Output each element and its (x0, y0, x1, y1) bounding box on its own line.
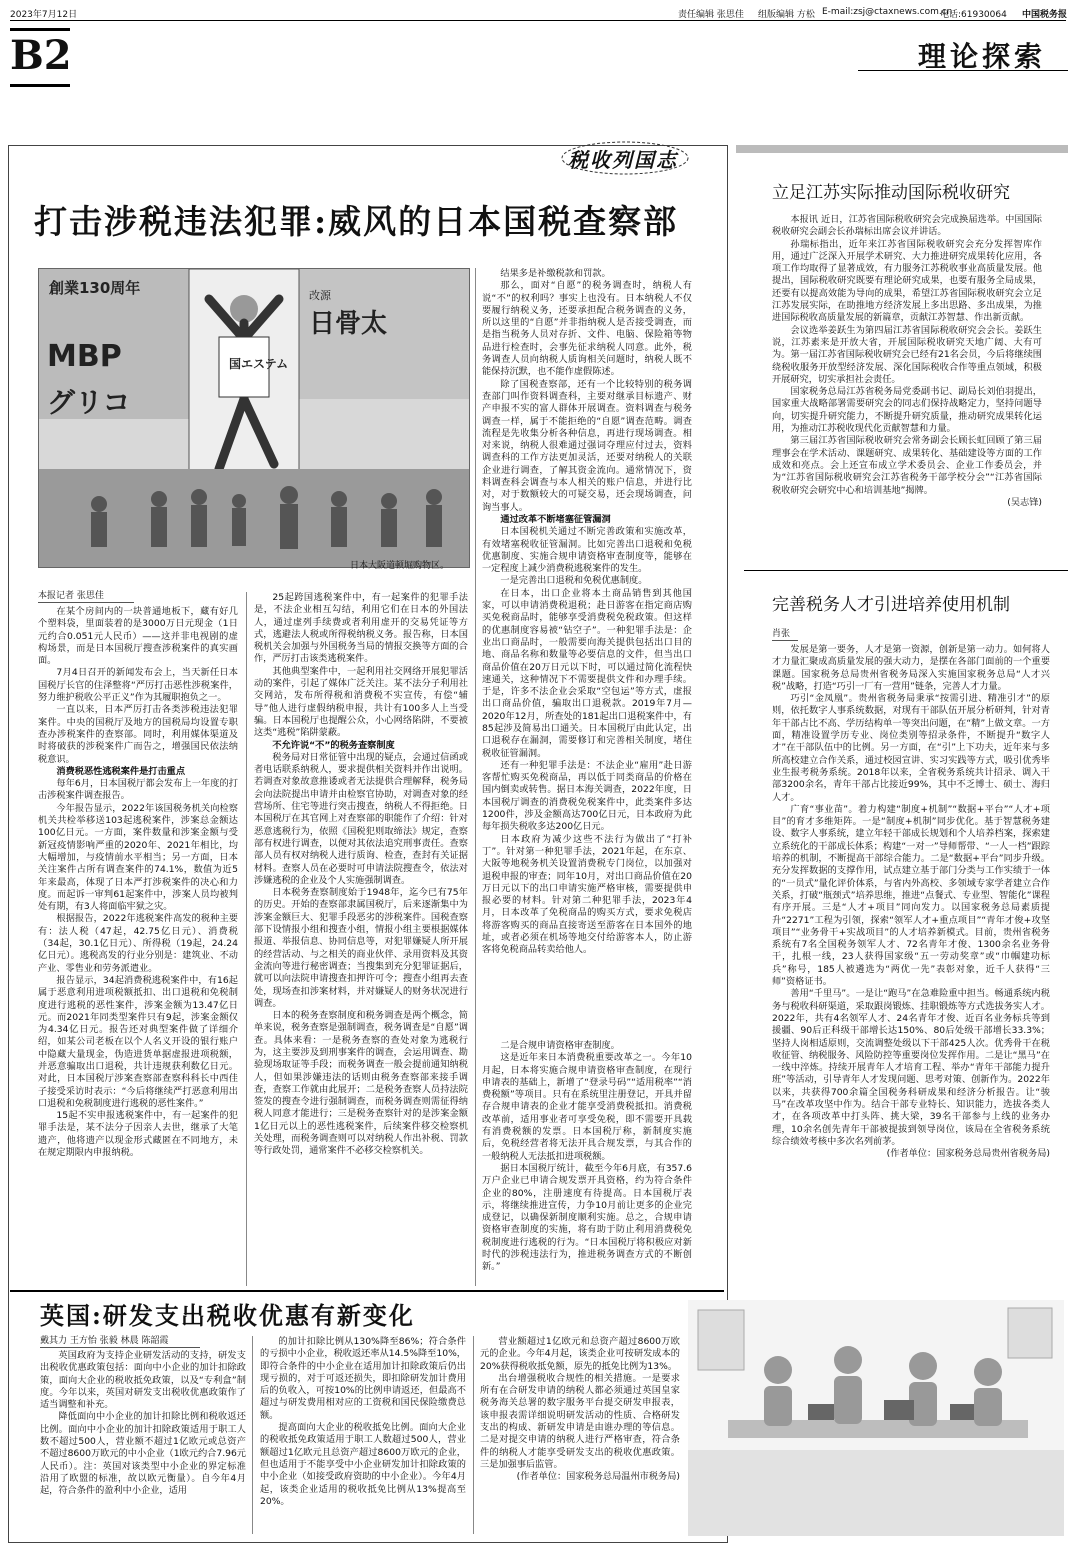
japan-column-4 (482, 1040, 692, 1288)
sign-anniversary: 創業130周年 (49, 279, 141, 297)
paragraph: 出台增强税收合规性的相关措施。一是要求所有在合研发申请的纳税人都必须通过英国皇家税务海关总署的数字服务平台提交研发申报表，该申报表需详细说明研发活动的性质、合格研发支出的构成、新研发申请是由谁办理的等信息。二是对提交申请的纳税人进行严格审查，符合条件的纳税人才能享受研发支出的税收优惠政策。三是加强事后监管。 (480, 1372, 680, 1470)
column-rule (246, 592, 247, 1286)
paragraph: 在某个房间内的一块普通地板下，藏有好几个塑料袋，里面装着的是3000万日元现金（1日元约合0.051元人民币）——这并非电视剧的虚构场景，而是日本国税厅搜查涉税案件的真实画面。 (38, 606, 238, 667)
paragraph: 其他典型案件中，一起利用社交网络开展犯罪活动的案件，引起了媒体广泛关注。某不法分子利用社交网站，发布所得税和消费税不实宣传，有偿“辅导”他人进行虚假纳税申报，共计有100多人上当受骗。日本国税厅也提醒公众，小心网络陷阱，不要被这类“逃税”陷阱蒙蔽。 (254, 665, 468, 739)
paragraph: 广育“事业苗”。着力构建“制度+机制”“数据+平台”“人才+项目”的育才多维矩阵。一是“制度+机制”同步优化。基于智慧税务建设、数字人事系统，建立年轻干部成长规划和个人培养档案，探索建立系统化的干部成长体系；构建“一对一”导师帮带、“一人一档”跟踪培养的机制，不断提高干部综合能力。二是“数据+平台”同步升级。充分发挥数据的支撑作用，试点建立基于部门分类与工作实绩于一体的“一员式”量化评价体系，与省内外高校、多领域专家学者建立合作关系，打破“瓶颈式”培养思维，推进“点餐式、专业型、智能化”课程有序开展。三是“人才+项目”同向发力。以国家税务总局素质提升“2271”工程为引领，探索“领军人才+重点项目”“青年才俊+攻坚项目”“业务骨干+实战项目”的人才培养新模式。目前，贵州省税务系统有7名全国税务领军人才、72名青年才俊、1300余名业务骨干，扎根一线，23人获得国家级“五一劳动奖章”或“巾帼建功标兵”称号，185人被遴选为“两优一先”表彰对象，近千人获得“三师”资格证书。 (772, 803, 1050, 988)
subheading: 通过改革不断堵塞征管漏洞 (500, 513, 611, 525)
uk-column-1 (40, 1350, 246, 1536)
page-header (10, 6, 1066, 21)
layout-editor: 组版编辑 方松 (758, 10, 815, 20)
japan-article-title: 打击涉税违法犯罪:威风的日本国税查察部 (34, 202, 679, 241)
paragraph: 本报讯 近日，江苏省国际税收研究会完成换届选举。中国国际税收研究会副会长孙瑞标出席会议并讲话。 (772, 214, 1042, 238)
paragraph: 国家税务总局江苏省税务局党委副书记、副局长刘伯羽提出，国家重大战略部署需要研究会的同志们保持战略定力，坚持问题导向，切实提升研究能力，不断提升研究质量，推动研究成果转化运用，为推动江苏税收现代化贡献智慧和力量。 (772, 386, 1042, 435)
photo-caption: 日本大阪道顿堀购物区。 (350, 561, 450, 571)
paragraph: 这是近年来日本消费税重要改革之一。今年10月起，日本将实施合规申请资格审查制度，在现行申请表的基础上，新增了“登录号码”“适用税率”“消费税额”等项目。只有在系统里注册登记，开具并留存合规申请表的企业才能享受消费税抵扣。消费税改革前，适用事业者可享受免税，即不需要开具载有消费税额的发票。日本国税厅称，新制度实施后，免税经营者将无法开具合规发票，与其合作的一般纳税人无法抵扣进项税额。 (482, 1052, 692, 1162)
paragraph: 一是完善出口退税和免税优惠制度。 (500, 575, 648, 587)
uk-column-2 (260, 1336, 466, 1536)
paragraph: 今年报告显示，2022年该国税务机关向检察机关共检举移送103起逃税案件，涉案总金额达100亿日元。一方面，案件数量和涉案金额与受新冠疫情影响严重的2020年、2021年相比，均大幅增加，与疫情前水平相当；另一方面，日本关注案件占所有调查案件的74.1%，数值为近5年来最高，体现了日本严打涉税案件的决心和力度。而起诉一审判61起案件中，涉案人员均被判处有期，有3人将面临牢狱之灾。 (38, 802, 238, 913)
editor: 责任编辑 张思佳 (678, 10, 744, 20)
phone: 电话:61930064 (940, 10, 1007, 20)
paragraph: 的加计扣除比例从130%降至86%；符合条件的亏损中小企业，税收返还率从14.5%降至10%，即符合条件的中小企业在适用加计扣除政策后仍出现亏损的，对于可返还损失，即扣除研发加计费用后的负收入，可按10%的比例申请返还，但最高不超过与研发费用相对应的工资税和国民保险缴费总额。 (260, 1336, 466, 1421)
uk-byline: 戴其力 王方怡 张毅 林晨 陈韶霞 (40, 1333, 200, 1348)
osaka-photo (38, 268, 470, 568)
paragraph: 第三届江苏省国际税收研究会常务副会长顾长虹回顾了第三届理事会在学术活动、课题研究、成果转化、基础建设等方面的工作成效和亮点。会上还宣布成立学术委员会、企业工作委员会，并为“江苏省国际税收研究会江苏省税务干部学校分会”“江苏省国际税收研究会研究中心和培训基地”揭牌。 (772, 435, 1042, 496)
paragraph: 发展是第一要务，人才是第一资源，创新是第一动力。如何将人才力量汇聚成高质量发展的强大动力，是摆在各部门面前的一个重要课题。国家税务总局贵州省税务局深入实施国家税务总局“人才兴税”战略，打造“巧引一厂有一营用”链条，完善人才力量。 (772, 644, 1050, 692)
paragraph: 15起不实申报逃税案件中，有一起案件的犯罪手法是，某不法分子因亲人去世，继承了大笔遗产，他将遗产以现金形式藏匿在不同地方，未在规定期限内申报纳税。 (38, 1110, 238, 1159)
paragraph: 日本政府为减少这些不法行为做出了“打补丁”。针对第一种犯罪手法，2021年起，在东京、大阪等地税务机关设置消费税专门岗位，以加强对退税申报的审查；同年10月，对出口商品价值在20万日元以下的出口申请实施严格审核，需要提供申报必要的材料。针对第二种犯罪手法，2023年4月，日本改革了免税商品的购买方式，要求免税店将游客购买的商品直接寄送至游客在日本国外的地址，或者必须在机场等地交付给游客本人，防止游客将免税商品转卖给他人。 (482, 833, 692, 956)
sign-kaze: 改源 (309, 289, 331, 302)
column-rule (252, 1336, 253, 1534)
japan-column-2 (254, 592, 468, 1288)
sign-mbp: グリコ (47, 386, 131, 419)
paragraph: 会议选举姜跃生为第四届江苏省国际税收研究会会长。姜跃生说，江苏素来是开放大省，开展国际税收研究天地广阔、大有可为。第一届江苏省国际税收研究会已经有21名会员，今后将继续围绕税收服务开放型经济发展、深化国际税收合作等重点领域，积极开展研究，切实承担社会责任。 (772, 324, 1042, 385)
page-number-rule-bottom (10, 84, 70, 87)
paragraph: (作者单位：国家税务总局温州市税务局) (516, 1471, 680, 1483)
section-name: 理论探索 (917, 40, 1046, 73)
sign-glico: 国エステム (229, 357, 289, 371)
talent-byline: 肖张 (772, 626, 798, 641)
paragraph: 孙瑞标指出，近年来江苏省国际税收研究会充分发挥智库作用，通过广泛深入开展学术研究、大力推进研究成果转化应用，各项工作均取得了显著成效，有力服务江苏税收事业高质量发展。他提出，国际税收研究既要有理论研究成果，也要有服务全局成果，还要有以提高效能为导向的成果，希望江苏省国际税收研究会立足江苏发展实际，在助推地方经济发展上多出思路、多出成果，为推进国际税收高质量发展的新篇章，贡献江苏智慧、作出新贡献。 (772, 238, 1042, 324)
paragraph: 还有一种犯罪手法是：不法企业“雇用”赴日游客帮忙购买免税商品，再以低于同类商品的价格在国内倒卖或转售。据日本海关调查，2022年度，日本国税厅调查的消费税免税案件中，此类案件多达1200件，涉及金额高达700亿日元，日本政府为此每年损失税收多达200亿日元。 (482, 759, 692, 833)
subheading: 消费税恶性逃税案件是打击重点 (56, 765, 186, 777)
paragraph: 25起跨国逃税案件中，有一起案件的犯罪手法是，不法企业相互勾结，利用它们在日本的外国法人，通过虚列手续费或者利用虚开的交易凭证等方式，逃避法人税或所得税纳税义务。报告称，日本国税机关会加强与外国税务当局的情报交换等方面的合作，严厉打击该类逃税案件。 (254, 592, 468, 665)
right-divider (744, 570, 1068, 571)
jiangsu-body (772, 214, 1042, 544)
sign-hikotsuta: MBP (47, 339, 122, 374)
paragraph: 提高面向大企业的税收抵免比例。面向大企业的税收抵免政策适用于职工人数超过500人，营业额超过1亿欧元且总资产超过8600万欧元的企业，但也适用于不能享受中小企业研发加计扣除政策的中小企业（如接受政府资助的中小企业）。今年4月起，该类企业适用的税收抵免比例从13%提高至20%。 (260, 1422, 466, 1507)
email: E-mail:zsj@ctaxnews.com.cn (822, 7, 953, 17)
paragraph: 税务局对日常征管中出现的疑点，会通过信函或者电话联系纳税人，要求提供相关资料并作出说明。若调查对象故意推诿或者无法提供合理解释，税务局会向法院提出申请并由检察官协助，对调查对象的经营场所、住宅等进行突击搜查，纳税人不得拒绝。日本国税厅在其官网上对查察部的职能作了介绍：针对恶意逃税行为，依照《国税犯则取缔法》规定，查察部有权进行调查，以便对其依法追究刑事责任。查察部人员有权对纳税人进行质询、检查，查封有关证据材料。查察人员在必要时可申请法院搜查令，依法对涉嫌逃税的企业及个人实施强制调查。 (254, 751, 468, 886)
uk-article-title: 英国:研发支出税收优惠有新变化 (40, 1301, 415, 1330)
uk-column-3 (480, 1336, 680, 1536)
talent-article-title: 完善税务人才引进培养使用机制 (772, 595, 1010, 615)
paragraph: 每年6月，日本国税厅都会发布上一年度的打击涉税案件调查报告。 (38, 778, 238, 802)
paragraph: 那么，面对“自愿”的税务调查时，纳税人有说“不”的权利吗？事实上也没有。日本纳税人不仅要履行纳税义务，还要承担配合税务调查的义务，所以这里的“自愿”并非指纳税人是否接受调查，而是指当税务人员对存折、文件、电脑、保险箱等物品进行检查时，会事先征求纳税人同意。此外，税务调查人员向纳税人质询相关问题时，纳税人既不能保持沉默，也不能作虚假陈述。 (482, 280, 692, 378)
paragraph: 日本的税务查察制度和税务调查是两个概念，简单来说，税务查察是强制调查，税务调查是“自愿”调查。具体来看：一是税务查察的查处对象为逃税行为，这主要涉及到刑事案件的调查，会运用调查、勘验现场取证等手段；而税务调查一般会提前通知纳税人，但如果涉嫌违法的话则由税务查察部来接手调查，查察工作就由此展开；二是税务查察人员持法院签发的搜查令进行强制调查，而税务调查则需征得纳税人同意才能进行；三是税务查察针对的是涉案金额1亿日元以上的恶性逃税案件，后续案件移交检察机关处理，而税务调查则可以对纳税人作出补税、罚款等行政处罚，通常案件不必移交检察机关。 (254, 1010, 468, 1157)
section-rule (858, 70, 1068, 71)
article-divider (10, 1290, 724, 1292)
issue-date: 2023年7月12日 (10, 10, 78, 20)
paragraph: (作者单位：国家税务总局贵州省税务局) (886, 1148, 1050, 1160)
page-number: B2 (10, 32, 72, 79)
office-illustration (688, 1300, 1064, 1536)
column-tag (560, 138, 690, 178)
office-illustration-art (688, 1300, 1064, 1536)
paragraph: 善用“千里马”。一是让“跑马”在急难险重中担当。畅通系统内税务与税收科研渠道，采取跟岗锻炼、挂职锻炼等方式选拔务实人才。2022年，共有4名领军人才、24名青年才俊、近百名业务标兵等到援疆、90后正科级干部增长达150%、80后处级干部增长33.3%；坚持人岗相适原则，交流调整处级以下干部425人次。优秀骨干在税收征管、纳税服务、风险防控等重要岗位发挥作用。二是让“黑马”在一线中淬炼。持续开展青年人才培育工程、举办“青年干部能力提升班”等活动，引导青年人才发现问题、思考对策、创新作为。2022年以来，共获得700余篇全国税务科研成果和经济分析报告。让“骏马”在改革攻坚中作为。结合干部专业特长、知识能力，选拔各类人才，在各项改革中打头阵、挑大梁，39名干部参与上线的业务办理，10余名创先青年干部被提拔到领导岗位，该局在全省税务系统综合绩效考核中多次名列前茅。 (772, 988, 1050, 1147)
paragraph: 除了国税查察部，还有一个比较特别的税务调查部门叫作资料调查科，主要对继承目标遗产、财产申报不实的富人群体开展调查。资料调查与税务调查一样，属于不能拒绝的“自愿”调查范畴。调查流程是先收集分析各种信息，再进行现场调查。相对来说，纳税人很难通过强词夺理应付过去，资料调查科的工作方法更加灵活，还要对纳税人的关联企业进行调查，了解其资金流向。通常情况下，资料调查科会调查与本人相关的账户信息，并进行比对，对于数额较大的可疑交易，还会现场调查，问询当事人。 (482, 378, 692, 513)
jiangsu-article-title: 立足江苏实际推动国际税收研究 (772, 183, 1010, 203)
paper-name: 中国税务报 (1022, 10, 1068, 20)
paragraph: 结果多是补缴税款和罚款。 (500, 268, 611, 279)
paragraph: (吴志锋) (1007, 496, 1042, 508)
paragraph: 报告显示，34起消费税逃税案件中，有16起属于恶意利用进项税额抵扣、出口退税和免税制度进行逃税的恶性案件，涉案金额为13.47亿日元。而2021年同类型案件只有9起，涉案金额仅为4.34亿日元。报告还对典型案件做了详细介绍，如某公司老板在以个人名义开设的银行账户中隐藏大量现金，伪造进货单据虚报进项税额，并恶意骗取出口退税，共计违规获利数亿日元。对此，日本国税厅涉案查察部查察科科长中西佳子接受采访时表示：“今后将继续严打恶意利用出口退税和免税制度进行逃税的恶性案件。” (38, 974, 238, 1109)
paragraph: 一直以来，日本严厉打击各类涉税违法犯罪案件。中央的国税厅及地方的国税局均设置专职查办涉税案件的查察部。同时，利用媒体渠道及时将破获的涉税案件广而告之，增强国民依法纳税意识。 (38, 704, 238, 765)
paragraph: 7月4日召开的新闻发布会上，当天新任日本国税厅长官的住泽整将“严厉打击恶性涉税案件，努力维护税收公平正义”作为其履职抱负之一。 (38, 667, 238, 704)
paragraph: 营业额超过1亿欧元和总资产超过8600万欧元的企业。今年4月起，该类企业可按研发成本的20%获得税收抵免额，原先的抵免比例为13%。 (480, 1336, 680, 1372)
japan-byline: 本报记者 张思佳 (38, 588, 134, 603)
paragraph: 日本国税机关通过不断完善政策和实施改革，有效堵塞税收征管漏洞。比如完善出口退税和免税优惠制度、实施合规申请资格审查制度等，能够在一定程度上减少消费税逃税案件的发生。 (482, 526, 692, 575)
paragraph: 英国政府为支持企业研发活动的支持，研发支出税收优惠政策包括：面向中小企业的加计扣除政策，面向大企业的税收抵免政策，以及“专利盒”制度。今年以来，英国对研发支出税收优惠政策作了适当调整和补充。 (40, 1350, 246, 1411)
paragraph: 日本税务查察制度始于1948年，迄今已有75年的历史。开始的查察部隶属国税厅，后来逐渐集中为涉案金额巨大、犯罪手段恶劣的涉税案件。国税查察部下设情报小组和搜查小组，情报小组主要根据媒体报道、举报信息、协同信息等，对犯罪嫌疑人所开展的经营活动、与之相关的商业伙伴、录用资料及其资金流向等进行秘密调查；当搜集到充分犯罪证据后，就可以向法院申请搜查扣押许可令；搜查小组再去查处，现场查扣涉案材料，并对嫌疑人的财务状况进行调查。 (254, 887, 468, 1009)
paragraph: 在日本，出口企业将本土商品销售到其他国家，可以申请消费税退税；赴日游客在指定商店购买免税商品时，能够享受消费税免税政策。但这样的优惠制度容易被“钻空子”。一种犯罪手法是：企业出口商品时，一般需要向海关提供包括出口目的地、商品名称和数量等必要信息的文件，但当出口商品价值在20万日元以下时，可以通过简化流程快速通关，这种情况下不需要提供文件和办理手续。于是，许多不法企业会采取“空包运”等方式，虚报出口商品价值，骗取出口退税款。2019年7月—2020年12月，所查处的181起出口退税案件中，有85起涉及简易出口通关。日本国税厅由此认定，出口退税存在漏洞，需要修订和完善相关制度，堵住税收征管漏洞。 (482, 587, 692, 759)
japan-column-1 (38, 606, 238, 1288)
column-rule (475, 268, 476, 1286)
column-rule (473, 1336, 474, 1534)
page-number-rule (10, 28, 70, 31)
talent-body (772, 644, 1050, 1274)
paragraph: 二是合规申请资格审查制度。 (500, 1040, 620, 1051)
paragraph: 巧引“金凤凰”。贵州省税务局秉承“按需引进、精准引才”的原则，依托数字人事系统数据，对现有干部队伍开展分析研判，针对青年干部占比不高、学历结构单一等突出问题，在“精”上做文章。一方面，精准设置学历专业、岗位类别等招录条件，不断提升“数字人才”在干部队伍中的比例。另一方面，在“引”上下功夫，近年来与多所高校建立合作关系，通过校园宣讲、实习实践等方式，吸引优秀毕业生报考税务系统。2018年以来，全省税务系统共计招录、调入干部3200余名，青年干部占比接近99%，其中不乏博士、硕士、海归人才。 (772, 693, 1050, 803)
subheading: 不允许说“不”的税务查察制度 (272, 739, 395, 751)
tag-text: 税收列国志 (568, 148, 678, 172)
paragraph: 根据报告，2022年逃税案件高发的税种主要有：法人税（47起，42.75亿日元）、消费税（34起，30.1亿日元）、所得税（19起，24.24亿日元）。逃税高发的行业分别是：建筑业、不动产业、零售业和劳务派遣业。 (38, 913, 238, 974)
sign-kaigen: 日骨太 (309, 309, 388, 339)
paragraph: 降低面向中小企业的加计扣除比例和税收返还比例。面向中小企业的加计扣除政策适用于职工人数不超过500人，营业额不超过1亿欧元或总资产不超过8600万欧元的中小企业（1欧元约合7.96元人民币）。注：英国对该类型中小企业的界定标准沿用了欧盟的标准，故以欧元衡量）。自今年4月起，符合条件的盈利中小企业，适用 (40, 1411, 246, 1497)
paragraph: 据日本国税厅统计，截至今年6月底，有357.6万户企业已申请合规发票开具资格，约为符合条件企业的80%，注册速度有待提高。日本国税厅表示，将继续推进宣传，力争10月前让更多的企业完成登记，以确保新制度顺利实施。总之，合规申请资格审查制度的实施，将有助于防止利用消费税免税制度进行逃税的行为。“日本国税厅将积极应对新时代的涉税违法行为，推进税务调查方式的不断创新。” (482, 1162, 692, 1273)
